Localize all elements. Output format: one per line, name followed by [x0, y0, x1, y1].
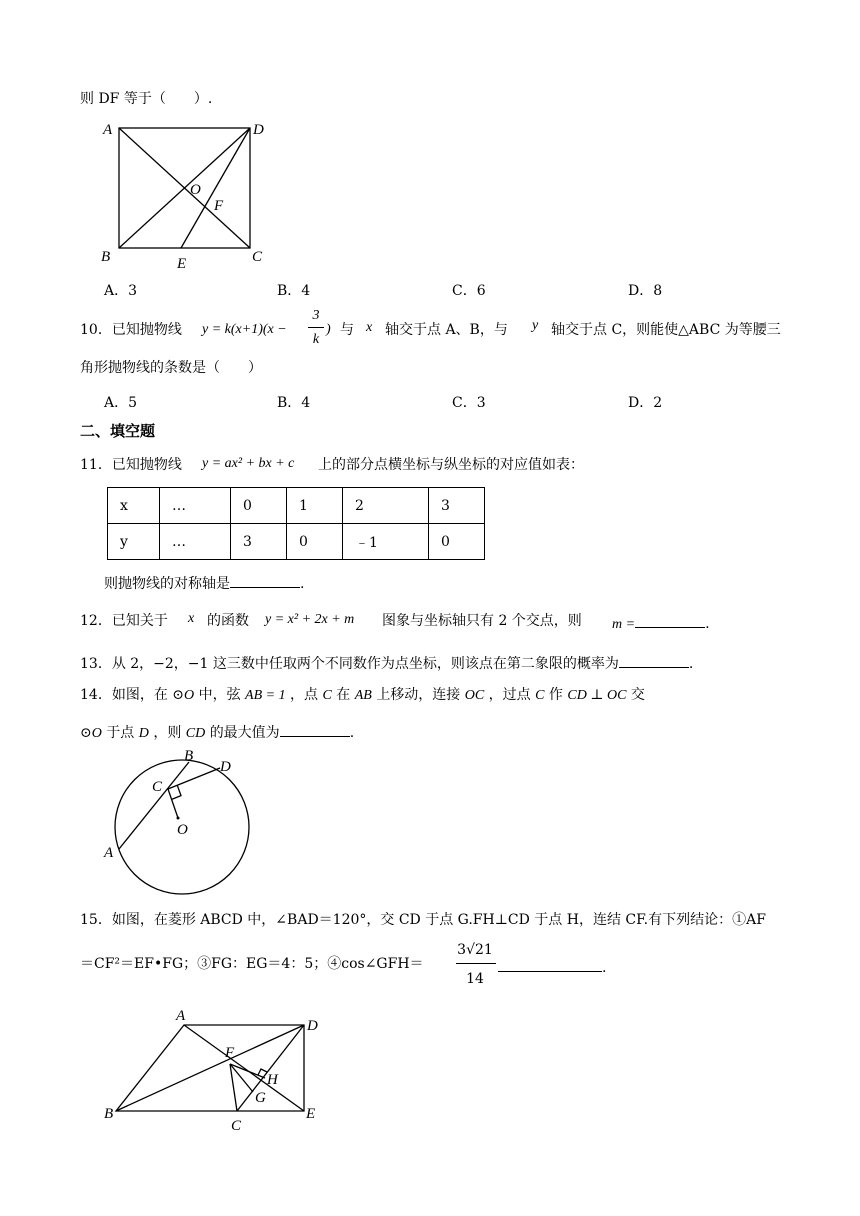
q10-formula-left: y = k(x+1)(x −: [202, 322, 287, 337]
table-cell: …: [160, 488, 231, 524]
q14-line1: [80, 688, 645, 703]
table-row-x: [108, 488, 485, 524]
q12-var-x: x: [188, 611, 195, 626]
q14-text: 上移动，连接: [376, 687, 461, 703]
q11-suffix: 上的部分点横坐标与纵坐标的对应值如表：: [318, 457, 584, 473]
q10-var-x: x: [366, 320, 373, 335]
segment-co: [168, 789, 178, 818]
table-cell: 0: [231, 488, 287, 524]
table-cell: 1: [287, 488, 343, 524]
label-c: C: [152, 779, 163, 795]
q9-text: 则 DF 等于（ ）.: [80, 91, 213, 107]
q10-mid2: 轴交于点 A、B，与: [385, 322, 508, 338]
section-heading: 二、填空题: [80, 422, 156, 440]
q12-var-m: m =: [612, 617, 636, 632]
q14-text: ，则: [153, 725, 182, 741]
label-a: A: [103, 122, 113, 138]
q15-suffix: .: [602, 960, 607, 976]
q14-math: ⊙O: [80, 726, 102, 741]
q14-figure: [100, 745, 270, 900]
table-row-y: [108, 524, 485, 560]
q14-text: 14．如图，在: [80, 687, 168, 703]
label-o: O: [177, 822, 188, 838]
q10-mid1: 与: [340, 322, 354, 338]
q15-line2: ＝CF²＝EF•FG；③FG：EG＝4：5；④cos∠GFH＝: [80, 956, 424, 972]
q12-answer-blank[interactable]: [635, 613, 705, 628]
q12-mid: 的函数: [207, 613, 249, 629]
table-cell: 3: [231, 524, 287, 560]
q14-math: C: [535, 688, 545, 703]
q10-prefix: 10．已知抛物线: [80, 322, 182, 338]
q15-figure: [100, 1008, 330, 1138]
table-cell: …: [160, 524, 231, 560]
q11-answer-line: [104, 573, 304, 591]
q11-formula: y = ax² + bx + c: [202, 456, 295, 471]
q15-frac-bar: [456, 963, 496, 964]
label-e: E: [177, 256, 187, 272]
q12-suffix: .: [705, 616, 710, 632]
q14-math: D: [138, 726, 149, 741]
q10-formula-right: ): [326, 322, 331, 337]
q14-text: ，过点: [488, 687, 531, 703]
q13-line: [80, 653, 693, 671]
segment-ae: [184, 1025, 304, 1111]
q14-text: 交: [630, 687, 645, 703]
q14-math: AB: [354, 688, 372, 703]
q11-answer-prefix: 则抛物线的对称轴是: [104, 576, 230, 592]
q10-line2: 角形抛物线的条数是（ ）: [80, 360, 262, 376]
table-cell: 0: [287, 524, 343, 560]
label-g: G: [255, 1090, 266, 1106]
q13-text: 13．从 2，−2，−1 这三数中任取两个不同数作为点坐标，则该点在第二象限的概率为: [80, 656, 619, 672]
label-c: C: [231, 1118, 242, 1134]
q14-suffix: .: [349, 725, 355, 741]
table-cell: 0: [429, 524, 485, 560]
q11-prefix: 11．已知抛物线: [80, 457, 182, 473]
table-cell: 3: [429, 488, 485, 524]
q13-suffix: .: [688, 656, 694, 672]
label-f: F: [214, 198, 224, 214]
label-d: D: [253, 122, 264, 138]
q12-answer: [612, 613, 710, 632]
q14-text: 于点: [106, 725, 135, 741]
q15-answer: [498, 957, 606, 975]
q15-answer-blank[interactable]: [498, 957, 602, 972]
segment-cd: [237, 1025, 304, 1111]
q11-answer-suffix: .: [300, 576, 305, 592]
q9-option-d: D．8: [628, 283, 663, 299]
q10-frac-den: k: [312, 332, 320, 347]
q9-option-c: C．6: [452, 283, 486, 299]
label-c: C: [252, 249, 263, 265]
q14-math: CD ⊥ OC: [567, 688, 627, 703]
q15-frac-den: 14: [466, 971, 484, 987]
q14-text: 作: [548, 687, 563, 703]
table-cell: ﹣1: [343, 524, 429, 560]
q14-text: ，点: [290, 687, 319, 703]
q14-math: AB = 1: [245, 688, 286, 703]
q15-frac-num: 3√21: [457, 942, 493, 958]
q14-math: ⊙O: [172, 688, 195, 703]
q11-table: [107, 487, 485, 560]
q10-option-b: B．4: [277, 395, 311, 411]
q12-mid2: 图象与坐标轴只有 2 个交点，则: [382, 613, 582, 629]
q10-frac-num: 3: [312, 308, 320, 323]
table-cell: 2: [343, 488, 429, 524]
q10-var-y: y: [532, 318, 539, 333]
label-d: D: [307, 1018, 318, 1034]
label-b: B: [184, 748, 194, 764]
q11-answer-blank[interactable]: [230, 573, 300, 588]
table-cell: y: [108, 524, 160, 560]
q9-option-b: B．4: [277, 283, 311, 299]
q14-line2: [80, 722, 354, 741]
label-d: D: [220, 759, 231, 775]
label-a: A: [104, 845, 114, 861]
q12-prefix: 12．已知关于: [80, 613, 168, 629]
q10-option-a: A．5: [104, 395, 138, 411]
label-h: H: [267, 1072, 278, 1088]
segment-bd: [116, 1025, 304, 1111]
q10-option-c: C．3: [452, 395, 486, 411]
label-e: E: [306, 1106, 316, 1122]
q14-math: OC: [464, 688, 485, 703]
q14-text: 的最大值为: [209, 725, 280, 741]
label-b: B: [101, 249, 111, 265]
table-cell: x: [108, 488, 160, 524]
q10-option-d: D．2: [628, 395, 663, 411]
q9-option-a: A．3: [104, 283, 138, 299]
label-f: F: [225, 1045, 235, 1061]
q9-figure: [95, 118, 285, 273]
q12-formula: y = x² + 2x + m: [265, 612, 355, 627]
q14-text: 在: [336, 687, 351, 703]
q10-mid3: 轴交于点 C，则能使△ABC 为等腰三: [551, 322, 781, 338]
q14-answer-blank[interactable]: [280, 722, 350, 737]
q10-frac-bar: [308, 327, 324, 328]
q15-line1: 15．如图，在菱形 ABCD 中，∠BAD＝120°，交 CD 于点 G.FH⊥CD 于点 H，连结 CF.有下列结论：①AF: [80, 912, 766, 928]
q14-text: 中，弦: [198, 687, 241, 703]
q14-math: CD: [185, 726, 206, 741]
q14-math: C: [322, 688, 332, 703]
q13-answer-blank[interactable]: [619, 653, 689, 668]
label-b: B: [104, 1106, 114, 1122]
label-a: A: [176, 1008, 186, 1024]
label-o: O: [190, 182, 201, 198]
